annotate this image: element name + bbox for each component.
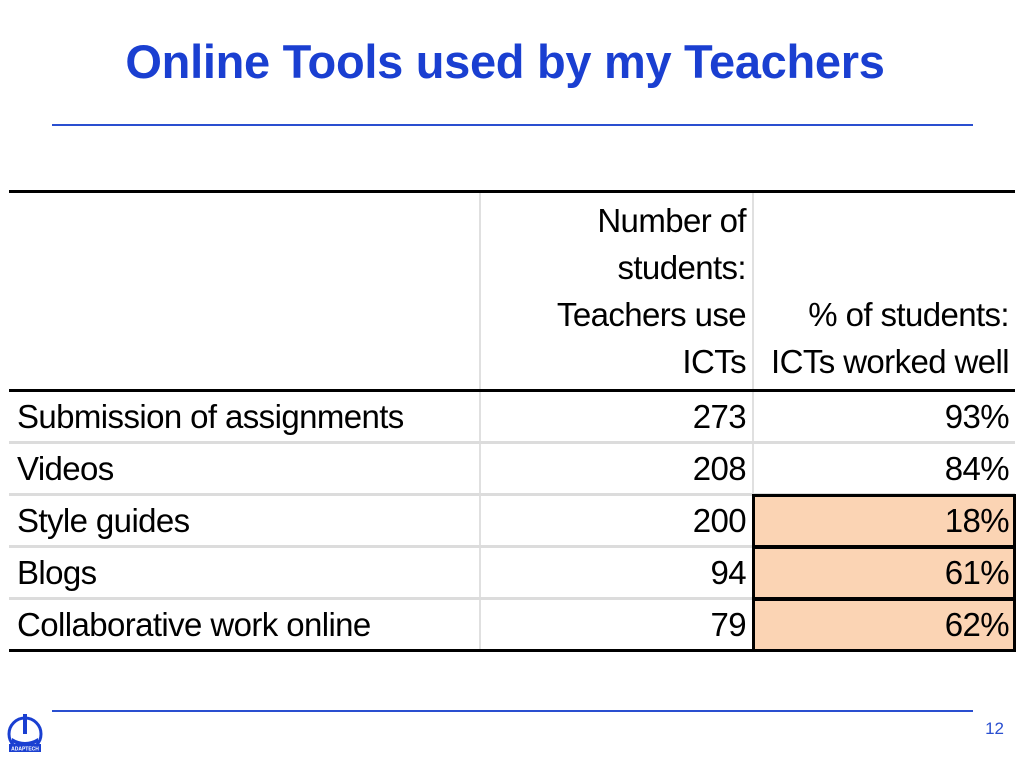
row-percent: 62% [753, 599, 1015, 651]
bottom-divider [52, 710, 973, 712]
table-row [9, 391, 1015, 443]
page-number: 12 [985, 719, 1004, 738]
row-percent: 84% [753, 443, 1015, 495]
header-percent: % of students: ICTs worked well [753, 192, 1015, 391]
header-count: Number of students: Teachers use ICTs [480, 192, 753, 391]
data-table [9, 190, 1015, 652]
top-divider [52, 124, 973, 126]
row-count: 94 [480, 547, 753, 599]
row-tool: Submission of assignments [9, 391, 480, 443]
header-tool [9, 192, 480, 391]
row-count: 200 [480, 495, 753, 547]
header-row [9, 192, 1015, 391]
row-percent: 61% [753, 547, 1015, 599]
table-row [9, 547, 1015, 599]
adaptech-logo-icon [5, 712, 45, 758]
row-count: 208 [480, 443, 753, 495]
row-count: 273 [480, 391, 753, 443]
logo-text: ADAPTECH [11, 746, 39, 753]
row-tool: Videos [9, 443, 480, 495]
slide-title: Online Tools used by my Teachers [125, 35, 885, 88]
row-percent: 93% [753, 391, 1015, 443]
row-tool: Style guides [9, 495, 480, 547]
row-count: 79 [480, 599, 753, 651]
table-row [9, 443, 1015, 495]
row-percent: 18% [753, 495, 1015, 547]
row-tool: Blogs [9, 547, 480, 599]
table-row [9, 495, 1015, 547]
row-tool: Collaborative work online [9, 599, 480, 651]
table-row [9, 599, 1015, 651]
